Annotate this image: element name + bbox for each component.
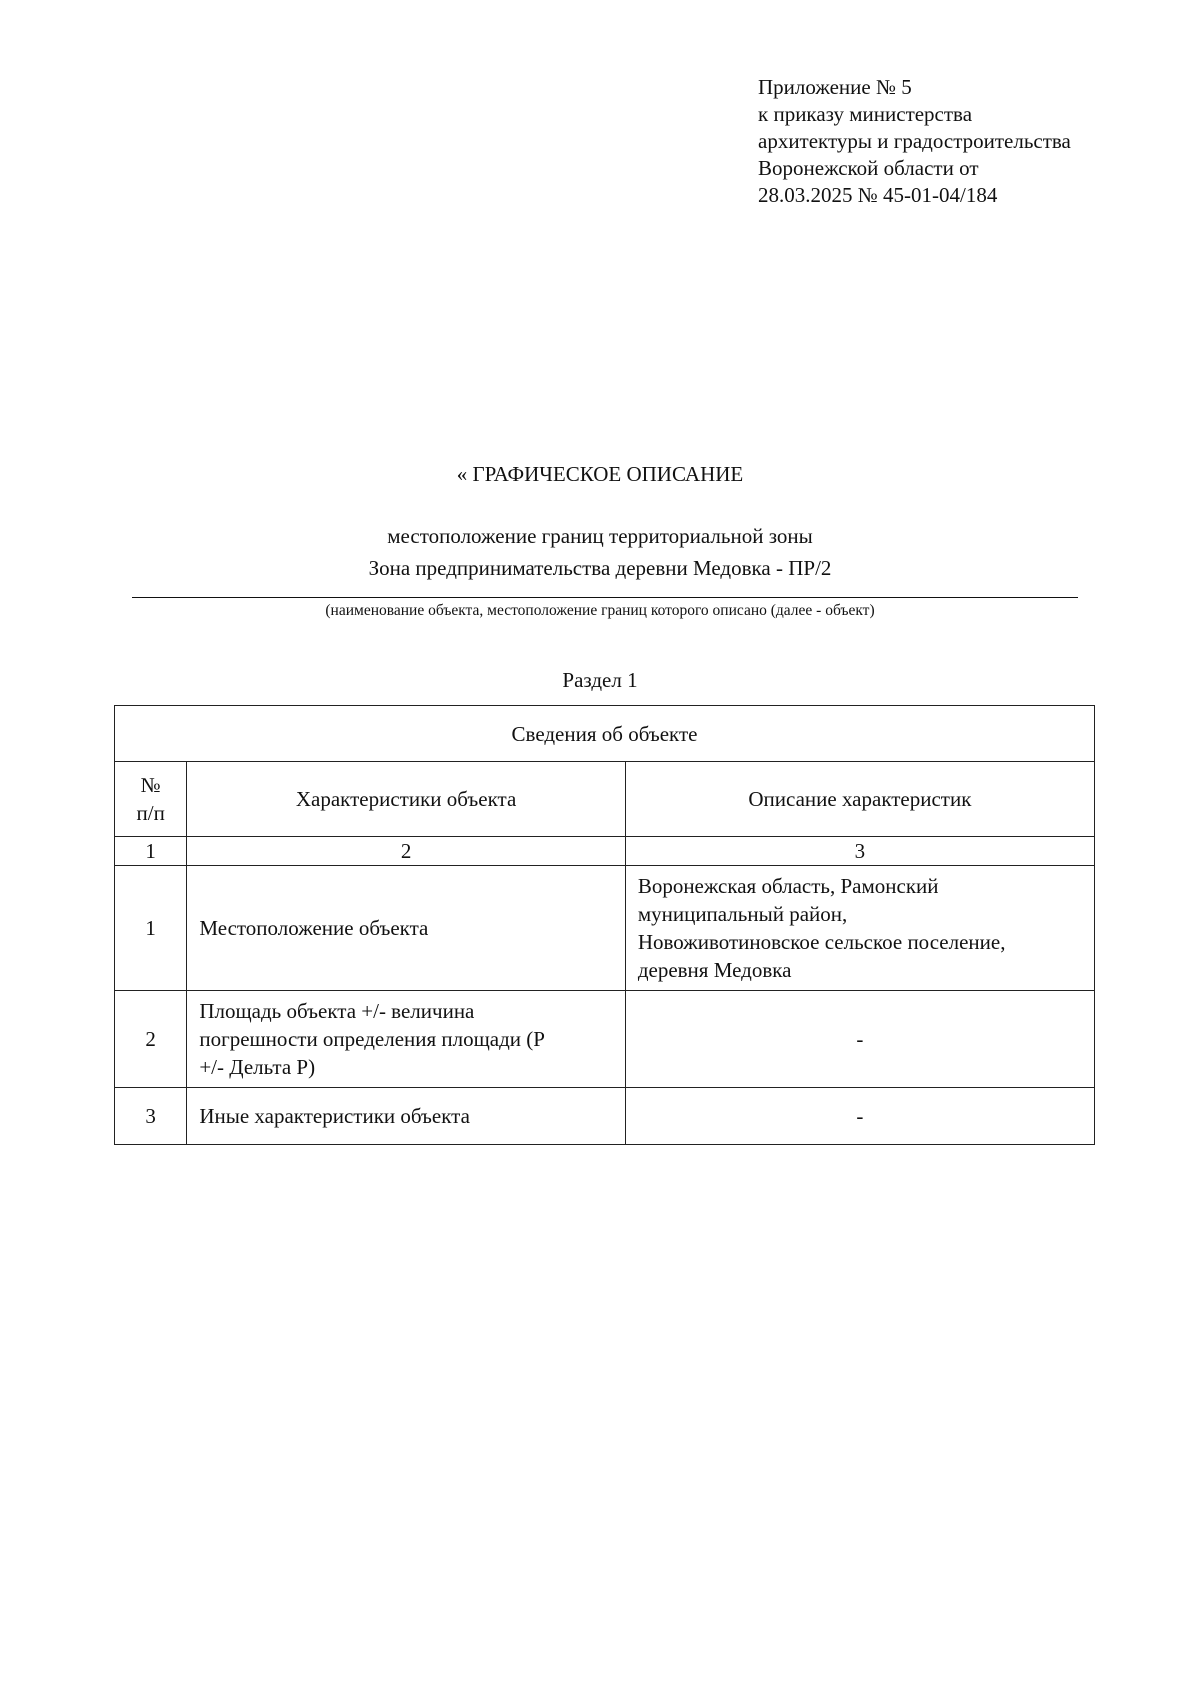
table-title-row [115, 706, 1095, 762]
description-line: муниципальный район, [637, 902, 848, 926]
document-subtitle [0, 520, 1200, 584]
appendix-line: Приложение № 5 [758, 75, 912, 99]
table-header-row [115, 762, 1095, 837]
underline-rule [132, 597, 1078, 598]
row-characteristic: Иные характеристики объекта [187, 1088, 625, 1145]
appendix-line: 28.03.2025 № 45-01-04/184 [758, 183, 998, 207]
description-line: деревня Медовка [637, 958, 792, 982]
table-row [115, 1088, 1095, 1145]
row-number: 2 [115, 991, 187, 1088]
characteristic-line: погрешности определения площади (P [199, 1027, 545, 1051]
column-number: 2 [187, 837, 625, 866]
column-number: 1 [115, 837, 187, 866]
section-heading: Раздел 1 [562, 668, 638, 692]
appendix-line: к приказу министерства [758, 102, 973, 126]
subtitle-line: Зона предпринимательства деревни Медовка - ПР/2 [368, 556, 832, 580]
appendix-line: архитектуры и градостроительства [758, 129, 1071, 153]
characteristic-line: Площадь объекта +/- величина [199, 999, 475, 1023]
row-description [625, 866, 1094, 991]
row-description: - [625, 1088, 1094, 1145]
object-info-table [114, 705, 1095, 1145]
object-caption: (наименование объекта, местоположение границ которого описано (далее - объект) [325, 602, 875, 619]
row-characteristic: Местоположение объекта [187, 866, 625, 991]
row-number: 3 [115, 1088, 187, 1145]
column-number-row [115, 837, 1095, 866]
appendix-block [758, 74, 1071, 209]
row-characteristic [187, 991, 625, 1088]
appendix-line: Воронежской области от [758, 156, 979, 180]
row-description: - [625, 991, 1094, 1088]
subtitle-line: местоположение границ территориальной зоны [387, 524, 813, 548]
document-title: « ГРАФИЧЕСКОЕ ОПИСАНИЕ [456, 462, 744, 486]
table-row [115, 991, 1095, 1088]
header-number-line: п/п [136, 801, 165, 825]
column-number: 3 [625, 837, 1094, 866]
header-description: Описание характеристик [625, 762, 1094, 837]
header-characteristic: Характеристики объекта [187, 762, 625, 837]
description-line: Воронежская область, Рамонский [637, 874, 939, 898]
description-line: Новоживотиновское сельское поселение, [637, 930, 1006, 954]
table-row [115, 866, 1095, 991]
header-number-line: № [140, 773, 161, 797]
table-title: Сведения об объекте [115, 706, 1095, 762]
row-number: 1 [115, 866, 187, 991]
characteristic-line: +/- Дельта P) [199, 1055, 316, 1079]
header-number [115, 762, 187, 837]
